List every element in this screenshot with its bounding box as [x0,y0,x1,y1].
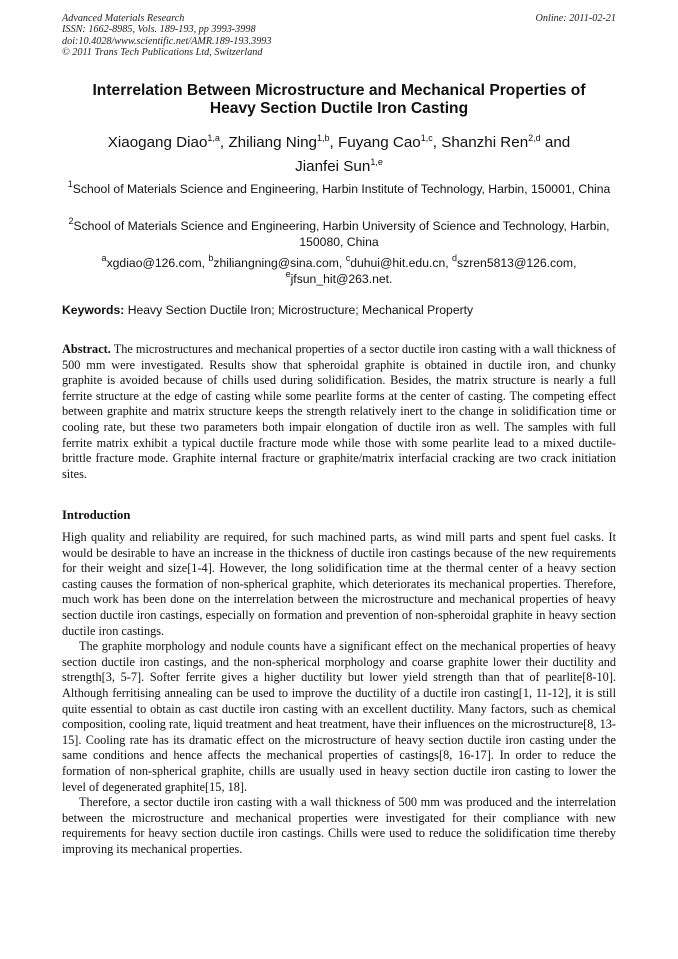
email-sup: d [452,253,458,263]
author-name: Fuyang Cao [337,134,421,151]
keywords-label: Keywords: [62,303,125,317]
author [338,134,441,151]
abstract-label: Abstract. [62,342,111,356]
email-address: duhui@hit.edu.cn [350,256,446,270]
paragraph: Therefore, a sector ductile iron casting with a wall thickness of 500 mm was produced and the interrelation between the microstructure and mechanical properties were investigated for their compliance with new requirements for heavy section ductile iron castings. Chills were used to reduce the solidification time thereby improving its mechanical properties. [62,795,616,856]
author-affil-sup: 1,e [370,157,383,167]
paragraph: The graphite morphology and nodule counts have a significant effect on the mechanical properties of heavy section ductile iron castings, and the non-spherical morphology and coarse graphite lower their ductility and strength[3, 5-7]. Softer ferrite gives a higher ductility but lower yield strength than that of pearlite[8-10]. Although ferritising annealing can be used to improve the ductility of a ductile iron casting[1, 11-12], it is still quite essential to obtain as cast ductile iron casting with an excellent ductility. Many factors, such as chemical composition, cooling rate, liquid treatment and heat treatment, have their influences on the microstructure[8, 13-15]. Cooling rate has its dramatic effect on the microstructure of heavy section ductile iron casting under the same conditions and hence affects the mechanical properties of castings[8, 16-17]. In order to reduce the formation of non-spherical graphite, chills are usually used in heavy section ductile iron casting to lower the level of degenerated graphite[15, 18]. [62,639,616,794]
abstract [62,342,616,482]
title-line-1: Interrelation Between Microstructure and Mechanical Properties of [92,82,586,99]
affiliation-2 [62,216,616,250]
author-separator: and [540,134,571,151]
author-emails [62,253,616,287]
affiliation-1 [62,179,616,198]
email-address: jfsun_hit@263.net [290,271,390,286]
keywords-text: Heavy Section Ductile Iron; Microstructure; Mechanical Property [124,303,474,317]
email-separator: , [338,256,346,270]
email-separator: , [445,256,453,270]
paragraph: High quality and reliability are required, for such machined parts, as wind mill parts and spent fuel casks. It would be desirable to have an increase in the thickness of ductile iron castings because of the new requirements for their weight and size[1-4]. However, the long solidification time at the thermal center of a heavy section casting causes the formation of non-spherical graphite, which deteriorates its mechanical properties. Therefore, much work has been done on the interrelation between the microstructure and mechanical properties of heavy section ductile iron castings, especially on formation and prevention of non-spheroidal graphite in heavy section ductile iron castings. [62,530,616,638]
author-separator: , [432,134,442,151]
author-name: Shanzhi Ren [441,134,529,151]
author [228,134,338,151]
introduction-body [62,530,616,857]
section-heading-introduction: Introduction [62,508,131,522]
author-affil-sup: 2,d [528,133,541,143]
author-separator: , [329,134,338,151]
journal-header [62,13,616,59]
author [108,134,229,151]
author-affil-sup: 1,c [420,133,433,143]
email-sup: e [285,268,291,279]
email-address: zhiliangning@sina.com [213,256,339,270]
author-affil-sup: 1,a [207,133,220,143]
author-affil-sup: 1,b [317,133,330,143]
paper-title [62,82,616,118]
affiliation-text: School of Materials Science and Engineering, Harbin Institute of Technology, Harbin, 150001, China [72,182,611,196]
email-separator: . [389,271,393,286]
author [441,134,570,151]
journal-issn: ISSN: 1662-8985, Vols. 189-193, pp 3993-3998 [62,24,256,36]
email-sup: c [345,253,351,263]
author [295,158,383,175]
email-separator: , [201,256,209,270]
keywords [62,303,616,318]
affiliation-sup: 1 [67,179,73,189]
email-separator: , [573,256,577,270]
author-name: Jianfei Sun [295,158,371,175]
journal-copyright: © 2011 Trans Tech Publications Ltd, Switzerland [62,47,263,59]
abstract-text: The microstructures and mechanical properties of a sector ductile iron casting with a wall thickness of 500 mm were investigated. Results show that spheroidal graphite is obtained in ductile iron, and chunky graphite is avoided because of chills used during solidification. Besides, the matrix structure is nearly a full ferrite structure at the edge of casting while some pearlite forms at the center of casting. The competing effect between graphite and matrix structure keeps the strength relatively inert to the change in solidification time or cooling rate, but these two parameters both impair elongation of ductile iron as well. The samples with full ferrite matrix exhibit a typical ductile fracture mode while those with some pearlite lead to a mixed ductile-brittle fracture mode. Graphite internal fracture or graphite/matrix interfacial cracking are two crack initiation sites. [62,342,616,481]
online-date: Online: 2011-02-21 [535,13,616,24]
journal-name: Advanced Materials Research [62,13,185,24]
affiliation-text: School of Materials Science and Engineering, Harbin University of Science and Technology, Harbin, 150080, China [73,219,610,249]
title-line-2: Heavy Section Ductile Iron Casting [209,100,469,117]
email-address: xgdiao@126.com [106,256,202,270]
affiliation-sup: 2 [68,216,74,226]
email-sup: b [208,253,214,263]
author-separator: , [219,134,229,151]
author-list [62,131,616,179]
journal-doi: doi:10.4028/www.scientific.net/AMR.189-193.3993 [62,35,272,47]
author-name: Zhiliang Ning [228,134,318,151]
email-address: szren5813@126.com [457,256,574,270]
email-sup: a [101,253,107,263]
author-name: Xiaogang Diao [107,134,208,151]
